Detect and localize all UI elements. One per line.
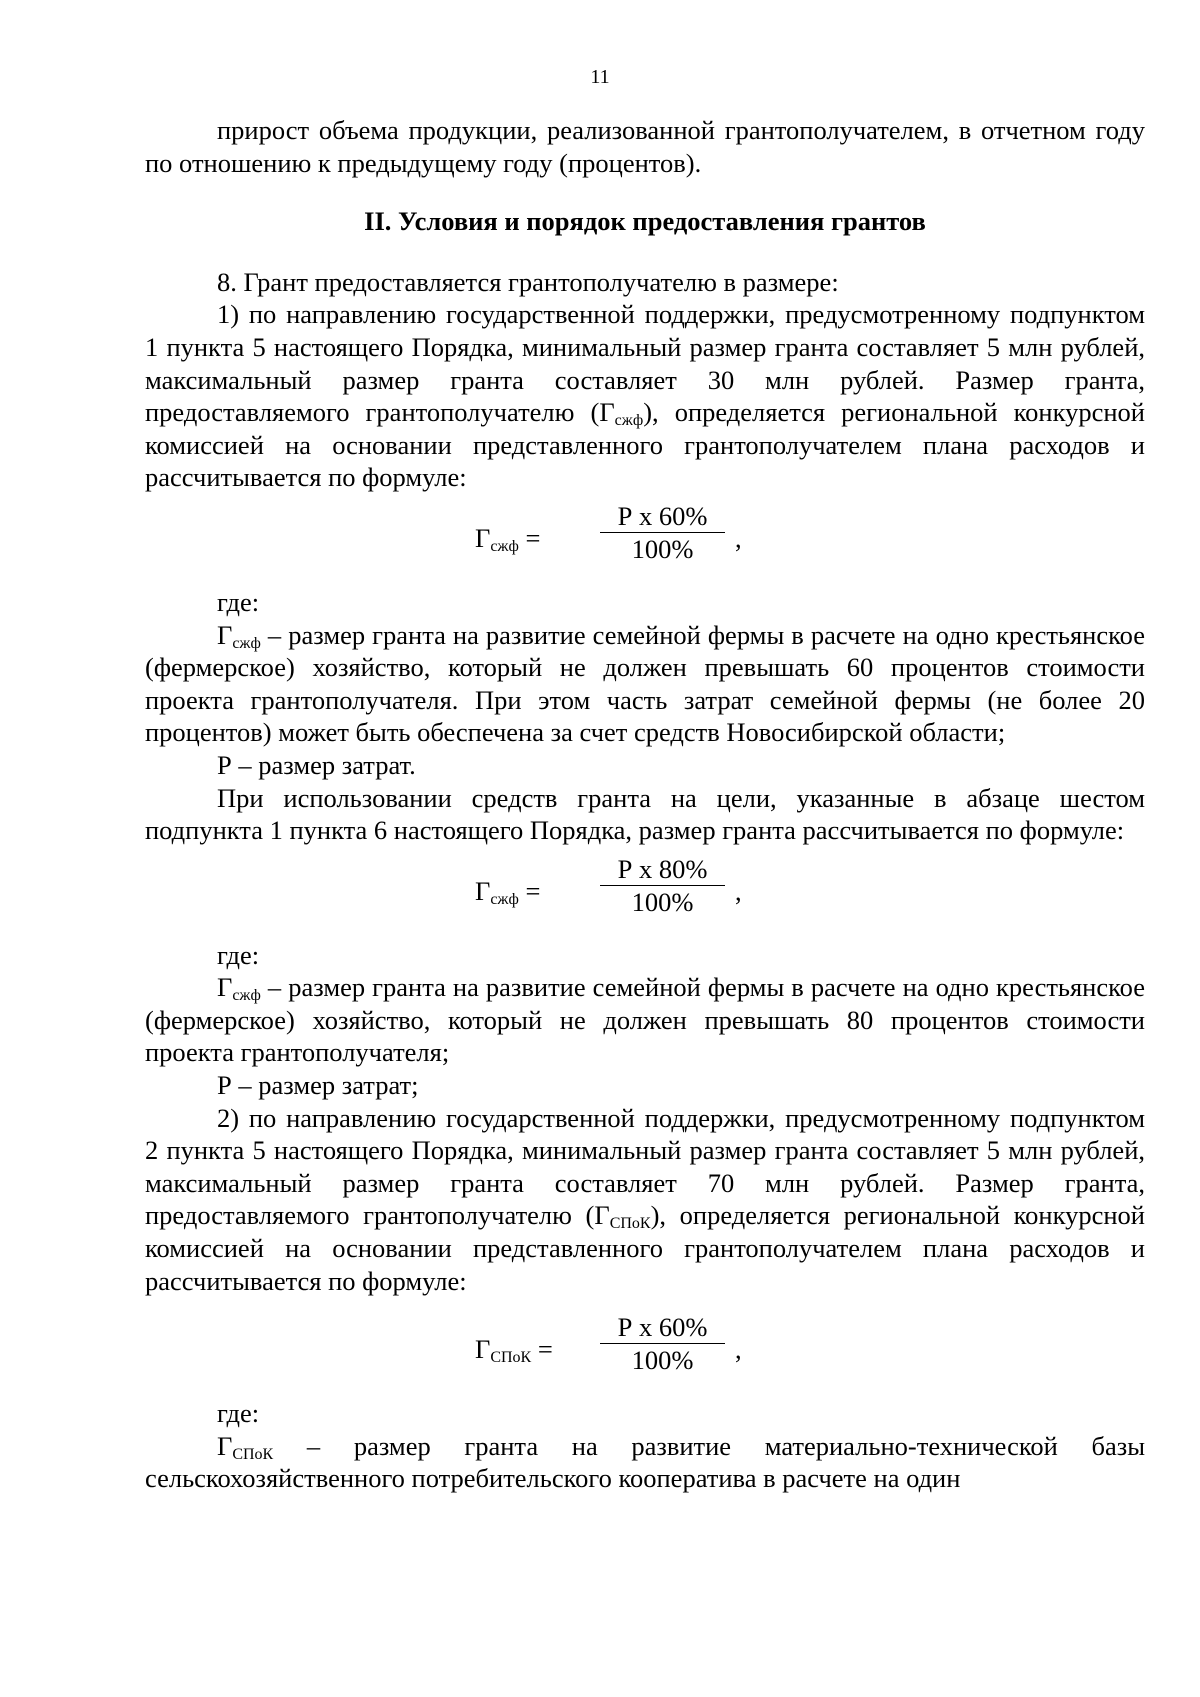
definition-2-symbol: Г [217,972,233,1003]
definition-3-subscript: СПоК [232,1445,274,1463]
formula-1-lhs [475,522,540,555]
page-number: 11 [590,66,610,88]
subscript-spok: СПоК [609,1215,651,1233]
definition-2-text: – размер гранта на развитие семейной фермы в расчете на одно крестьянское (фермерское) хозяйство, который не должен превышать 80 процентов стоимости проекта грантополучателя; [145,972,1145,1068]
definition-3 [145,1430,1145,1495]
paragraph-8: 8. Грант предоставляется грантополучателю в размере: [217,266,839,297]
formula-3-denominator: 100% [631,1345,694,1376]
formula-3-comma: , [735,1334,742,1365]
formula-1-numerator: Р х 60% [600,500,725,533]
formula-2 [145,853,1145,935]
document-body [145,114,1145,1495]
formula-1-fraction [600,500,725,565]
formula-2-numerator: Р х 80% [600,853,725,886]
formula-2-comma: , [735,875,742,906]
formula-1-equals: = [518,522,541,553]
paragraph-8-1-text-a: 1) по направлению государственной поддержки, предусмотренному подпунктом 1 пункта 5 настоящего Порядка, минимальный размер гранта составляет 5 млн рублей, максимальный размер гранта составляет 30 млн рублей. Размер гранта, предоставляемого грантополучателю (Г [145,299,1145,428]
formula-2-denominator: 100% [631,886,694,917]
paragraph-8-2-text-b: ), определяется региональной конкурсной комиссией на основании представленного грантополучателем плана расходов и рассчитывается по формуле: [145,1200,1145,1296]
formula-1-symbol: Г [475,522,491,553]
definition-2-p: Р – размер затрат; [217,1070,419,1101]
where-1: где: [217,586,260,617]
definition-3-symbol: Г [217,1430,233,1461]
formula-1-comma: , [735,522,742,553]
formula-2-subscript: сжф [490,890,519,908]
formula-1-subscript: сжф [490,537,519,555]
formula-2-equals: = [518,875,541,906]
formula-3-lhs [475,1333,553,1366]
definition-2 [145,971,1145,1069]
definition-1-p: Р – размер затрат. [217,749,416,780]
definition-2-subscript: сжф [232,987,261,1005]
section-heading: II. Условия и порядок предоставления грантов [364,206,926,237]
paragraph-8-2 [145,1102,1145,1298]
where-2: где: [217,939,260,970]
formula-2-symbol: Г [475,875,491,906]
formula-3-numerator: Р х 60% [600,1311,725,1344]
formula-1-denominator: 100% [631,533,694,564]
paragraph-use: При использовании средств гранта на цели, указанные в абзаце шестом подпункта 1 пункта 6 настоящего Порядка, размер гранта рассчитывается по формуле: [145,782,1145,846]
definition-1 [145,619,1145,749]
formula-3-subscript: СПоК [490,1349,532,1367]
definition-1-subscript: сжф [232,634,261,652]
formula-2-fraction [600,853,725,918]
paragraph-8-2-text-a: 2) по направлению государственной поддержки, предусмотренному подпунктом 2 пункта 5 настоящего Порядка, минимальный размер гранта составляет 5 млн рублей, максимальный размер гранта составляет 70 млн рублей. Размер гранта, предоставляемого грантополучателю (Г [145,1102,1145,1231]
definition-1-text: – размер гранта на развитие семейной фермы в расчете на одно крестьянское (фермерское) хозяйство, который не должен превышать 60 процентов стоимости проекта грантополучателя. При этом часть затрат семейной фермы (не более 20 процентов) может быть обеспечена за счет средств Новосибирской области; [145,619,1145,748]
formula-3-equals: = [531,1334,553,1365]
paragraph-intro: прирост объема продукции, реализованной грантополучателем, в отчетном году по отношению к предыдущему году (процентов). [145,115,1145,178]
where-3: где: [217,1398,260,1429]
formula-3-symbol: Г [475,1334,491,1365]
paragraph-8-1-text-b: ), определяется региональной конкурсной комиссией на основании представленного грантополучателем плана расходов и рассчитывается по формуле: [145,397,1145,493]
formula-1 [145,500,1145,582]
formula-3-fraction [600,1311,725,1376]
formula-3 [145,1311,1145,1393]
definition-3-text: – размер гранта на развитие материально-технической базы сельскохозяйственного потребительского кооператива в расчете на один [145,1430,1145,1494]
paragraph-8-1 [145,298,1145,494]
definition-1-symbol: Г [217,619,233,650]
formula-2-lhs [475,875,540,908]
subscript-szhf: сжф [614,412,644,430]
